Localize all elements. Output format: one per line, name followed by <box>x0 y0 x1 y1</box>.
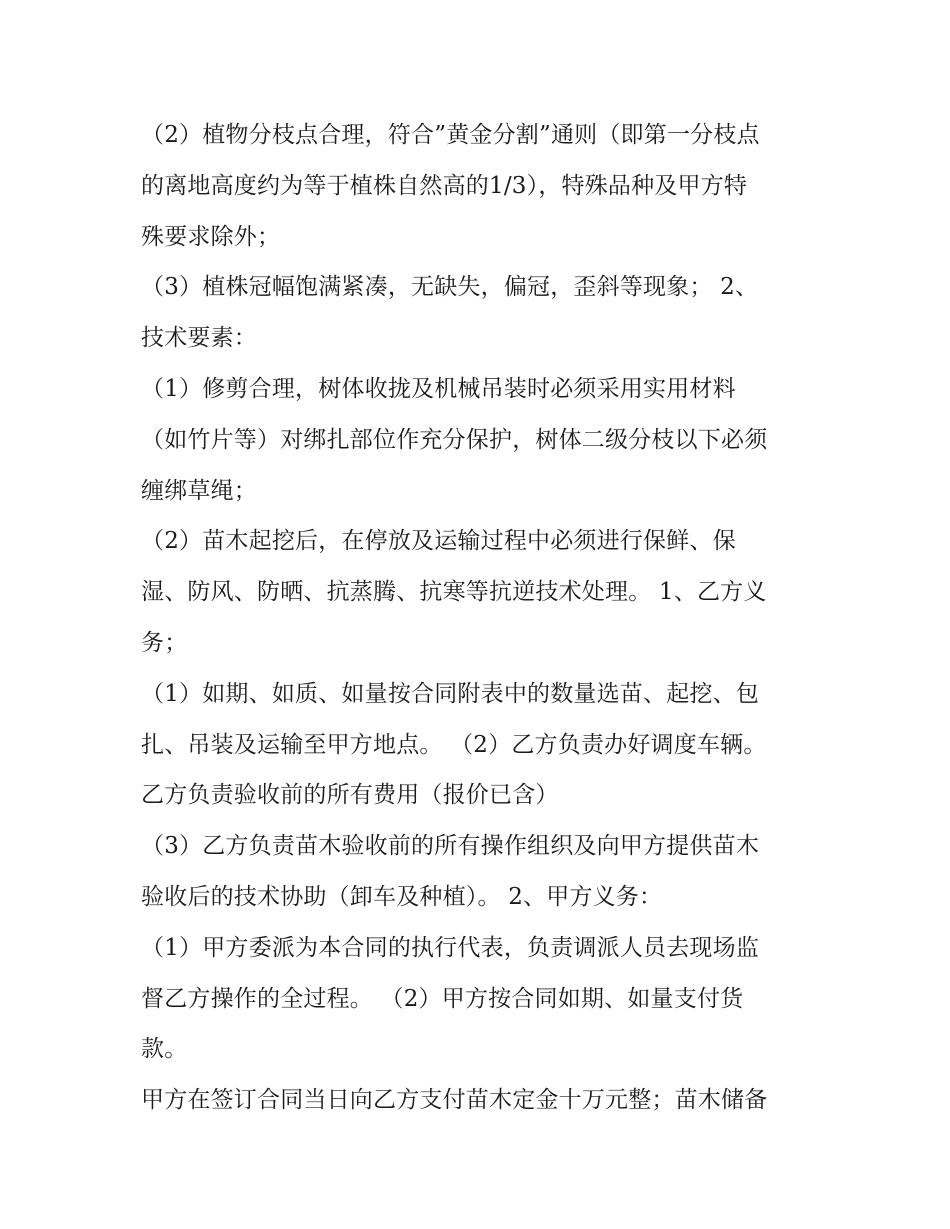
text-line: 技术要素： <box>141 325 257 352</box>
text-line: 督乙方操作的全过程。 （2）甲方按合同如期、如量支付货 <box>141 985 744 1012</box>
text-line: 款。 <box>141 1036 188 1063</box>
text-line: （3）乙方负责苗木验收前的所有操作组织及向甲方提供苗木 <box>141 833 760 860</box>
text-line: 的离地高度约为等于植株自然高的1/3），特殊品种及甲方特 <box>141 172 748 199</box>
text-line: 殊要求除外； <box>141 223 281 250</box>
text-line: （1）如期、如质、如量按合同附表中的数量选苗、起挖、包 <box>141 680 760 707</box>
text-line: （1）修剪合理，树体收拢及机械吊装时必须采用实用材料 <box>141 375 736 402</box>
text-line: （3）植株冠幅饱满紧凑，无缺失，偏冠，歪斜等现象； 2、 <box>141 274 759 301</box>
text-line: 甲方在签订合同当日向乙方支付苗木定金十万元整；苗木储备 <box>141 1087 768 1114</box>
text-line: （2）苗木起挖后，在停放及运输过程中必须进行保鲜、保 <box>141 528 736 555</box>
contract-text-body <box>141 110 831 1126</box>
text-line: 乙方负责验收前的所有费用（报价已含） <box>141 782 559 809</box>
text-line: （如竹片等）对绑扎部位作充分保护，树体二级分枝以下必须 <box>141 426 768 453</box>
text-line: 湿、防风、防晒、抗蒸腾、抗寒等抗逆技术处理。 1、乙方义 <box>141 579 767 606</box>
text-line: 缠绑草绳； <box>141 477 257 504</box>
text-line: （2）植物分枝点合理，符合”黄金分割”通则（即第一分枝点 <box>141 122 760 148</box>
text-line: （1）甲方委派为本合同的执行代表，负责调派人员去现场监 <box>141 934 760 961</box>
text-line: 务； <box>141 629 188 656</box>
text-line: 扎、吊装及运输至甲方地点。 （2）乙方负责办好调度车辆。 <box>141 731 767 758</box>
text-line: 验收后的技术协助（卸车及种植）。 2、甲方义务： <box>141 883 663 910</box>
